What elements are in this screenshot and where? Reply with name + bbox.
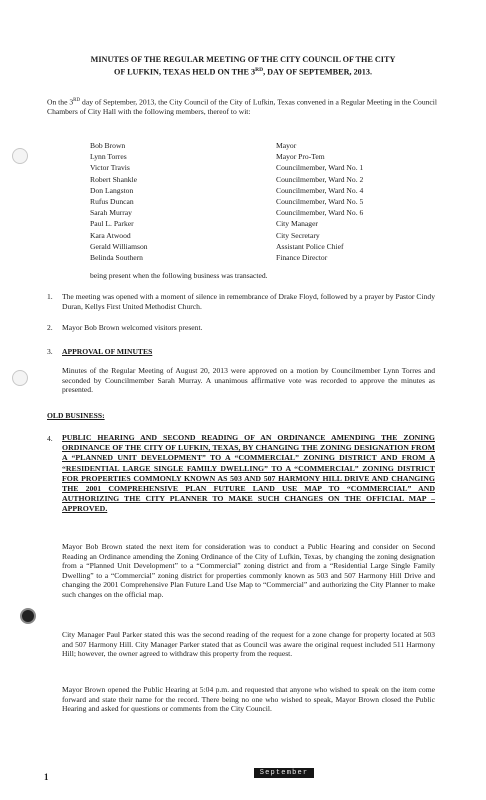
member-name: Bob Brown: [90, 141, 126, 150]
member-row: [90, 185, 363, 196]
item-number: 1.: [47, 292, 53, 301]
member-row: [90, 241, 363, 252]
member-row: [90, 252, 363, 263]
member-name: Gerald Williamson: [90, 241, 148, 251]
item-3-text: Minutes of the Regular Meeting of August 20, 2013 were approved on a motion by Councilmember Lynn Torres and seconded by Councilmember Sarah Murray. A unanimous affirmative vote was recorded to approve the minutes as presented.: [62, 366, 435, 395]
member-row: [90, 162, 363, 173]
title-line-1: MINUTES OF THE REGULAR MEETING OF THE CITY COUNCIL OF THE CITY: [90, 55, 396, 64]
member-role: Finance Director: [276, 253, 328, 263]
member-name: Kara Atwood: [90, 230, 131, 240]
item-4-paragraph-2: City Manager Paul Parker stated this was the second reading of the request for a zone change for property located at 503 and 507 Harmony Hill. City Manager Parker stated that as Council was aware the original request included 511 Harmony Hill; however, the owner agreed to withdraw this property from the request.: [62, 630, 435, 659]
member-row: [90, 140, 363, 151]
member-role: Councilmember, Ward No. 4: [276, 185, 364, 195]
member-name: Robert Shankle: [90, 174, 138, 184]
member-role: Councilmember, Ward No. 1: [276, 163, 364, 173]
old-business-heading: OLD BUSINESS:: [47, 411, 105, 420]
member-role: Mayor: [276, 141, 297, 150]
member-row: [90, 207, 363, 218]
item-4-paragraph-1: Mayor Bob Brown stated the next item for consideration was to conduct a Public Hearing and consider on Second Reading an Ordinance amending the Zoning Ordinance of the City of Lufkin, Texas, by changing the zoning designation from a “Planned Unit Development” to a “Commercial” zoning district and from a “Residential Large Single Family Dwelling” to a “Commercial” zoning district for properties commonly known as 503 and 507 Harmony Hill Drive and changing the 2001 Comprehensive Plan Future Land Use Map to “Commercial” and authorizing the City Planner to make such changes on the official map.: [62, 542, 435, 599]
title-line-2: OF LUFKIN, TEXAS HELD ON THE 3RD, DAY OF SEPTEMBER, 2013.: [113, 67, 373, 77]
member-role: City Manager: [276, 219, 318, 229]
item-1-text: The meeting was opened with a moment of silence in remembrance of Drake Floyd, followed by a prayer by Pastor Cindy Duran, Kellys First United Methodist Church.: [62, 292, 435, 311]
item-number: 2.: [47, 323, 53, 332]
member-role: City Secretary: [276, 230, 320, 240]
punch-hole-bottom: [20, 608, 36, 624]
member-role: Councilmember, Ward No. 5: [276, 197, 364, 207]
member-role: Mayor Pro-Tem: [276, 152, 325, 162]
member-row: [90, 174, 363, 185]
member-name: Rufus Duncan: [90, 197, 134, 207]
member-name: Sarah Murray: [90, 208, 132, 218]
item-4-paragraph-3: Mayor Brown opened the Public Hearing at 5:04 p.m. and requested that anyone who wished to speak on the item come forward and state their name for the record. There being no one who wished to speak, Mayor Brown closed the Public Hearing and asked for questions or comments from the City Council.: [62, 685, 435, 714]
member-row: [90, 230, 363, 241]
member-row: [90, 218, 363, 229]
member-row: [90, 196, 363, 207]
ordinance-heading: PUBLIC HEARING AND SECOND READING OF AN ORDINANCE AMENDING THE ZONING ORDINANCE OF THE CITY OF LUFKIN, TEXAS, BY CHANGING THE ZONING DESIGNATION FROM A “PLANNED UNIT DEVELOPMENT” TO A “COMMERCIAL” ZONING DISTRICT AND FROM A “RESIDENTIAL LARGE SINGLE FAMILY DWELLING” TO A “COMMERCIAL” ZONING DISTRICT FOR PROPERTIES COMMONLY KNOWN AS 503 AND 507 HARMONY HILL DRIVE AND CHANGING THE 2001 COMPREHENSIVE PLAN FUTURE LAND USE MAP TO “COMMERCIAL” AND AUTHORIZING THE CITY PLANNER TO MAKE SUCH CHANGES ON THE OFFICIAL MAP – APPROVED.: [62, 433, 435, 514]
item-number: 3.: [47, 347, 53, 356]
present-statement: being present when the following business was transacted.: [90, 271, 268, 280]
section-heading: APPROVAL OF MINUTES: [62, 347, 153, 356]
member-name: Don Langston: [90, 185, 134, 195]
punch-hole-middle: [12, 370, 28, 386]
member-name: Lynn Torres: [90, 152, 127, 162]
member-role: Assistant Police Chief: [276, 241, 344, 251]
member-name: Paul L. Parker: [90, 219, 134, 229]
member-name: Victor Travis: [90, 163, 130, 173]
member-row: [90, 151, 363, 162]
page-title: [40, 54, 446, 78]
item-2-text: Mayor Bob Brown welcomed visitors present.: [62, 323, 203, 332]
member-name: Belinda Southern: [90, 253, 143, 263]
punch-hole-top: [12, 148, 28, 164]
members-list: [90, 140, 363, 263]
september-stamp: September: [254, 768, 314, 778]
intro-paragraph: On the 3RD day of September, 2013, the City Council of the City of Lufkin, Texas convened in a Regular Meeting in the Council Chambers of City Hall with the following members, thereof to wit:: [47, 97, 437, 117]
page-number: 1: [44, 772, 49, 782]
member-role: Councilmember, Ward No. 6: [276, 208, 364, 218]
item-number: 4.: [47, 434, 53, 443]
member-role: Councilmember, Ward No. 2: [276, 174, 364, 184]
